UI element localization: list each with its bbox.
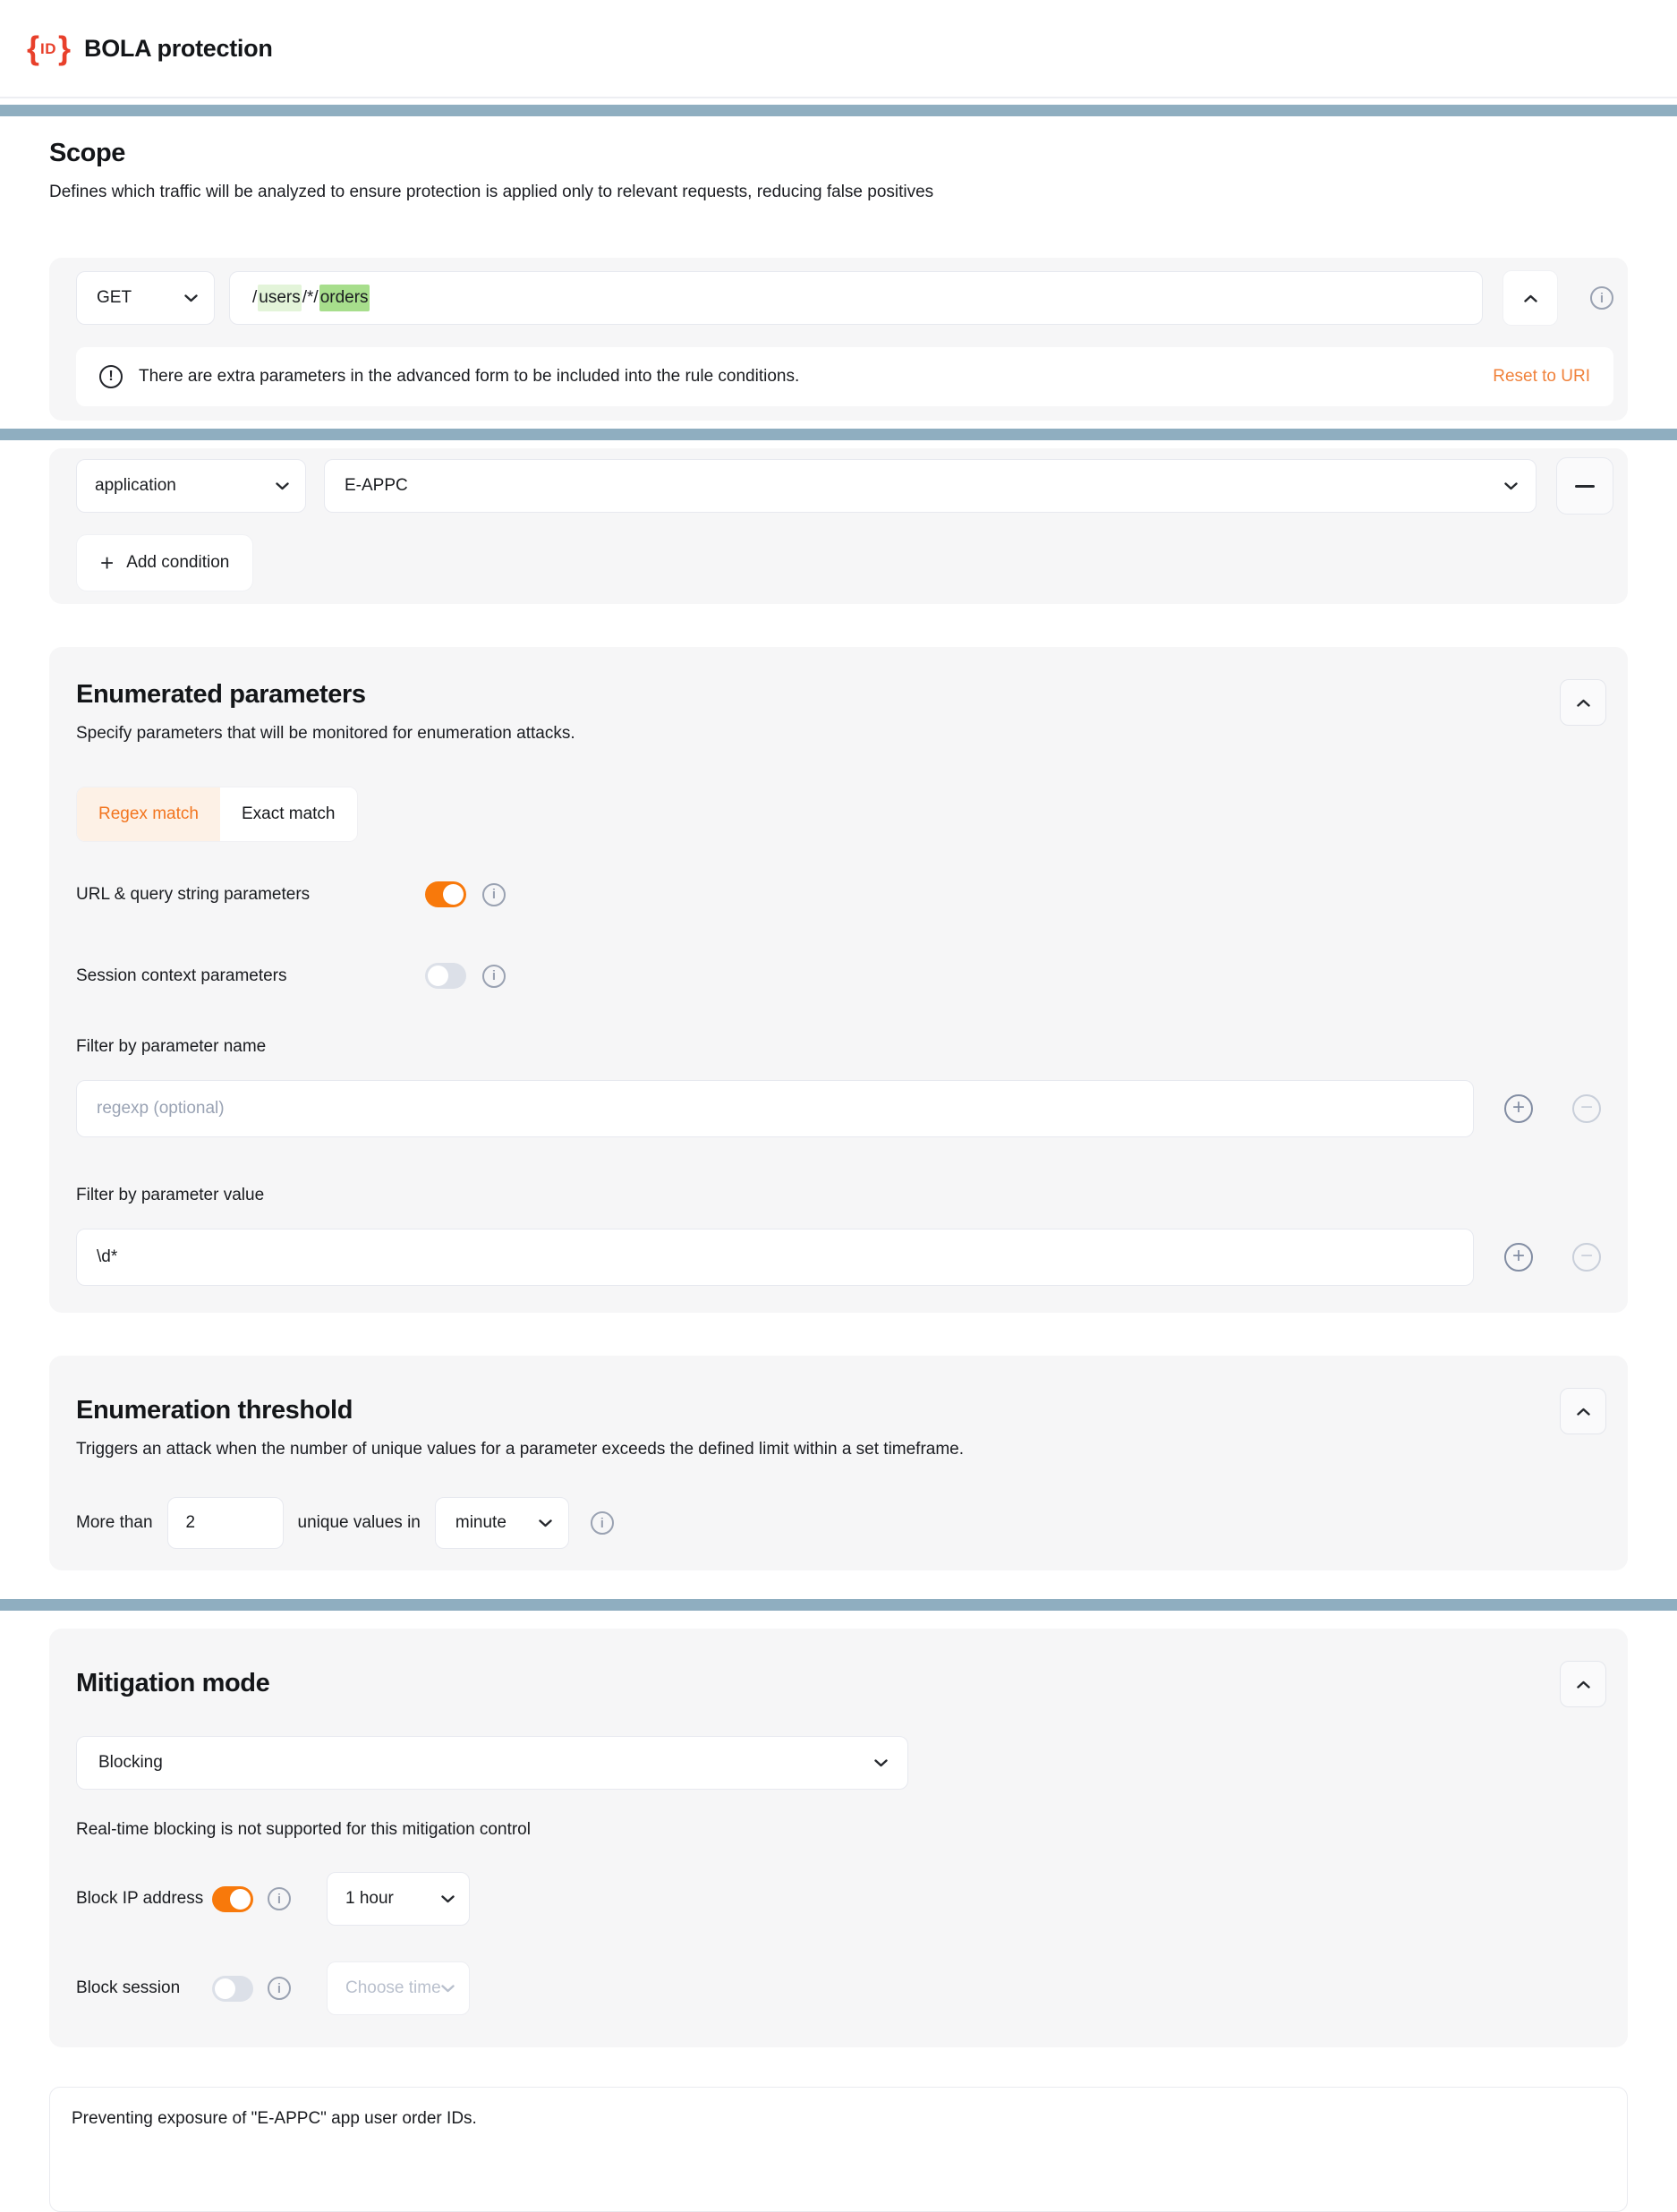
page-title: BOLA protection <box>84 34 273 62</box>
mitigation-mode-card <box>49 1629 1628 2047</box>
scope-card <box>49 258 1628 421</box>
app-header <box>0 0 1677 98</box>
session-context-toggle-label: Session context parameters <box>76 966 287 985</box>
chevron-up-icon <box>1524 294 1537 302</box>
uri-segment: / <box>252 288 258 307</box>
enumerated-parameters-title: Enumerated parameters <box>76 680 366 709</box>
block-session-duration-value: Choose time <box>345 1978 441 1997</box>
remove-condition-button[interactable] <box>1556 457 1613 515</box>
threshold-middle-label: unique values in <box>297 1513 421 1532</box>
uri-segment-highlight-strong: orders <box>319 285 370 311</box>
threshold-prefix-label: More than <box>76 1513 153 1532</box>
condition-row <box>76 457 1613 515</box>
scope-section-description: Defines which traffic will be analyzed to ensure protection is applied only to relevant requests, reducing false positives <box>49 183 934 201</box>
session-context-toggle-row <box>76 963 1601 989</box>
filter-value-row <box>76 1229 1601 1286</box>
warning-text: There are extra parameters in the advanced form to be included into the rule conditions. <box>139 367 800 386</box>
mitigation-note: Real-time blocking is not supported for this mitigation control <box>76 1820 531 1839</box>
condition-field-value: application <box>95 476 176 495</box>
threshold-unit-select[interactable] <box>435 1497 569 1549</box>
enumeration-threshold-description: Triggers an attack when the number of unique values for a parameter exceeds the defined limit within a set timeframe. <box>76 1440 965 1459</box>
enumerated-parameters-description: Specify parameters that will be monitored for enumeration attacks. <box>76 724 575 743</box>
minus-icon <box>1575 485 1595 488</box>
add-filter-value-button[interactable] <box>1504 1243 1533 1272</box>
scope-uri-row <box>76 270 1613 326</box>
tab-regex-match[interactable]: Regex match <box>77 787 220 841</box>
mitigation-mode-select[interactable] <box>76 1736 908 1790</box>
conditions-card <box>49 448 1628 604</box>
threshold-count-input[interactable] <box>167 1497 284 1549</box>
section-divider <box>0 1599 1677 1611</box>
toggle-knob <box>230 1889 251 1910</box>
mitigation-mode-value: Blocking <box>98 1753 163 1772</box>
toggle-knob <box>428 966 448 986</box>
chevron-down-icon <box>184 294 198 302</box>
chevron-down-icon <box>1504 482 1518 490</box>
session-context-info-icon[interactable] <box>482 965 506 988</box>
url-query-toggle-label: URL & query string parameters <box>76 884 311 904</box>
tab-exact-match[interactable]: Exact match <box>241 804 336 823</box>
filter-name-input[interactable] <box>76 1080 1474 1137</box>
match-mode-tabs <box>76 787 358 842</box>
logo-id-text: ID <box>40 39 57 57</box>
logo-open-brace: { <box>27 30 39 66</box>
mitigation-mode-title: Mitigation mode <box>76 1669 270 1697</box>
threshold-unit-value: minute <box>455 1513 507 1532</box>
enumeration-threshold-title: Enumeration threshold <box>76 1396 353 1425</box>
section-divider <box>0 105 1677 116</box>
warning-icon <box>99 365 123 388</box>
plus-icon <box>100 551 114 574</box>
threshold-info-icon[interactable] <box>591 1511 614 1535</box>
block-ip-duration-value: 1 hour <box>345 1889 394 1908</box>
toggle-knob <box>443 884 464 905</box>
block-ip-toggle[interactable] <box>212 1886 253 1912</box>
url-query-toggle[interactable] <box>425 881 466 907</box>
reset-to-uri-link[interactable]: Reset to URI <box>1493 367 1590 386</box>
collapse-threshold-button[interactable] <box>1560 1388 1606 1434</box>
warning-banner <box>76 347 1613 406</box>
condition-value-select[interactable] <box>324 459 1537 513</box>
collapse-scope-button[interactable] <box>1502 270 1558 326</box>
toggle-knob <box>215 1978 235 1999</box>
block-ip-info-icon[interactable] <box>268 1887 291 1910</box>
block-session-duration-select[interactable] <box>327 1961 470 2015</box>
url-query-toggle-row <box>76 881 1601 907</box>
chevron-up-icon <box>1577 699 1590 707</box>
scope-section-title: Scope <box>49 139 126 167</box>
block-ip-label: Block IP address <box>76 1889 204 1908</box>
method-select-value: GET <box>97 288 132 307</box>
uri-input[interactable] <box>229 271 1483 325</box>
app-logo-icon <box>27 32 70 64</box>
chevron-down-icon <box>441 1895 455 1903</box>
filter-value-input[interactable] <box>76 1229 1474 1286</box>
rule-description-field[interactable]: Preventing exposure of "E-APPC" app user order IDs. <box>49 2087 1628 2212</box>
method-select[interactable] <box>76 271 215 325</box>
collapse-enumerated-button[interactable] <box>1560 679 1606 726</box>
rule-form <box>0 138 1677 2212</box>
chevron-down-icon <box>539 1519 552 1527</box>
enumerated-parameters-card <box>49 647 1628 1313</box>
section-divider <box>0 429 1677 440</box>
uri-segment: /*/ <box>302 288 319 307</box>
condition-value-text: E-APPC <box>345 476 408 495</box>
add-condition-label: Add condition <box>126 553 230 572</box>
url-query-info-icon[interactable] <box>482 883 506 906</box>
chevron-up-icon <box>1577 1680 1590 1689</box>
block-session-info-icon[interactable] <box>268 1977 291 2000</box>
add-filter-name-button[interactable] <box>1504 1094 1533 1123</box>
filter-name-label: Filter by parameter name <box>76 1037 267 1056</box>
logo-close-brace: } <box>58 30 71 66</box>
threshold-row <box>76 1497 1601 1549</box>
block-ip-duration-select[interactable] <box>327 1872 470 1926</box>
block-session-label: Block session <box>76 1978 181 1997</box>
scope-info-icon[interactable] <box>1590 286 1613 310</box>
chevron-up-icon <box>1577 1408 1590 1416</box>
uri-segment-highlight-light: users <box>258 285 301 311</box>
filter-name-row <box>76 1080 1601 1137</box>
enumeration-threshold-card <box>49 1356 1628 1570</box>
remove-filter-name-button[interactable] <box>1572 1094 1601 1123</box>
block-session-toggle[interactable] <box>212 1976 253 2002</box>
chevron-down-icon <box>276 482 289 490</box>
filter-value-label: Filter by parameter value <box>76 1186 265 1204</box>
block-session-row <box>76 1961 1601 2015</box>
condition-field-select[interactable] <box>76 459 306 513</box>
collapse-mitigation-button[interactable] <box>1560 1661 1606 1707</box>
chevron-down-icon <box>874 1759 888 1767</box>
add-condition-button[interactable] <box>76 534 253 591</box>
chevron-down-icon <box>441 1985 455 1993</box>
session-context-toggle[interactable] <box>425 963 466 989</box>
remove-filter-value-button[interactable] <box>1572 1243 1601 1272</box>
block-ip-row <box>76 1872 1601 1926</box>
